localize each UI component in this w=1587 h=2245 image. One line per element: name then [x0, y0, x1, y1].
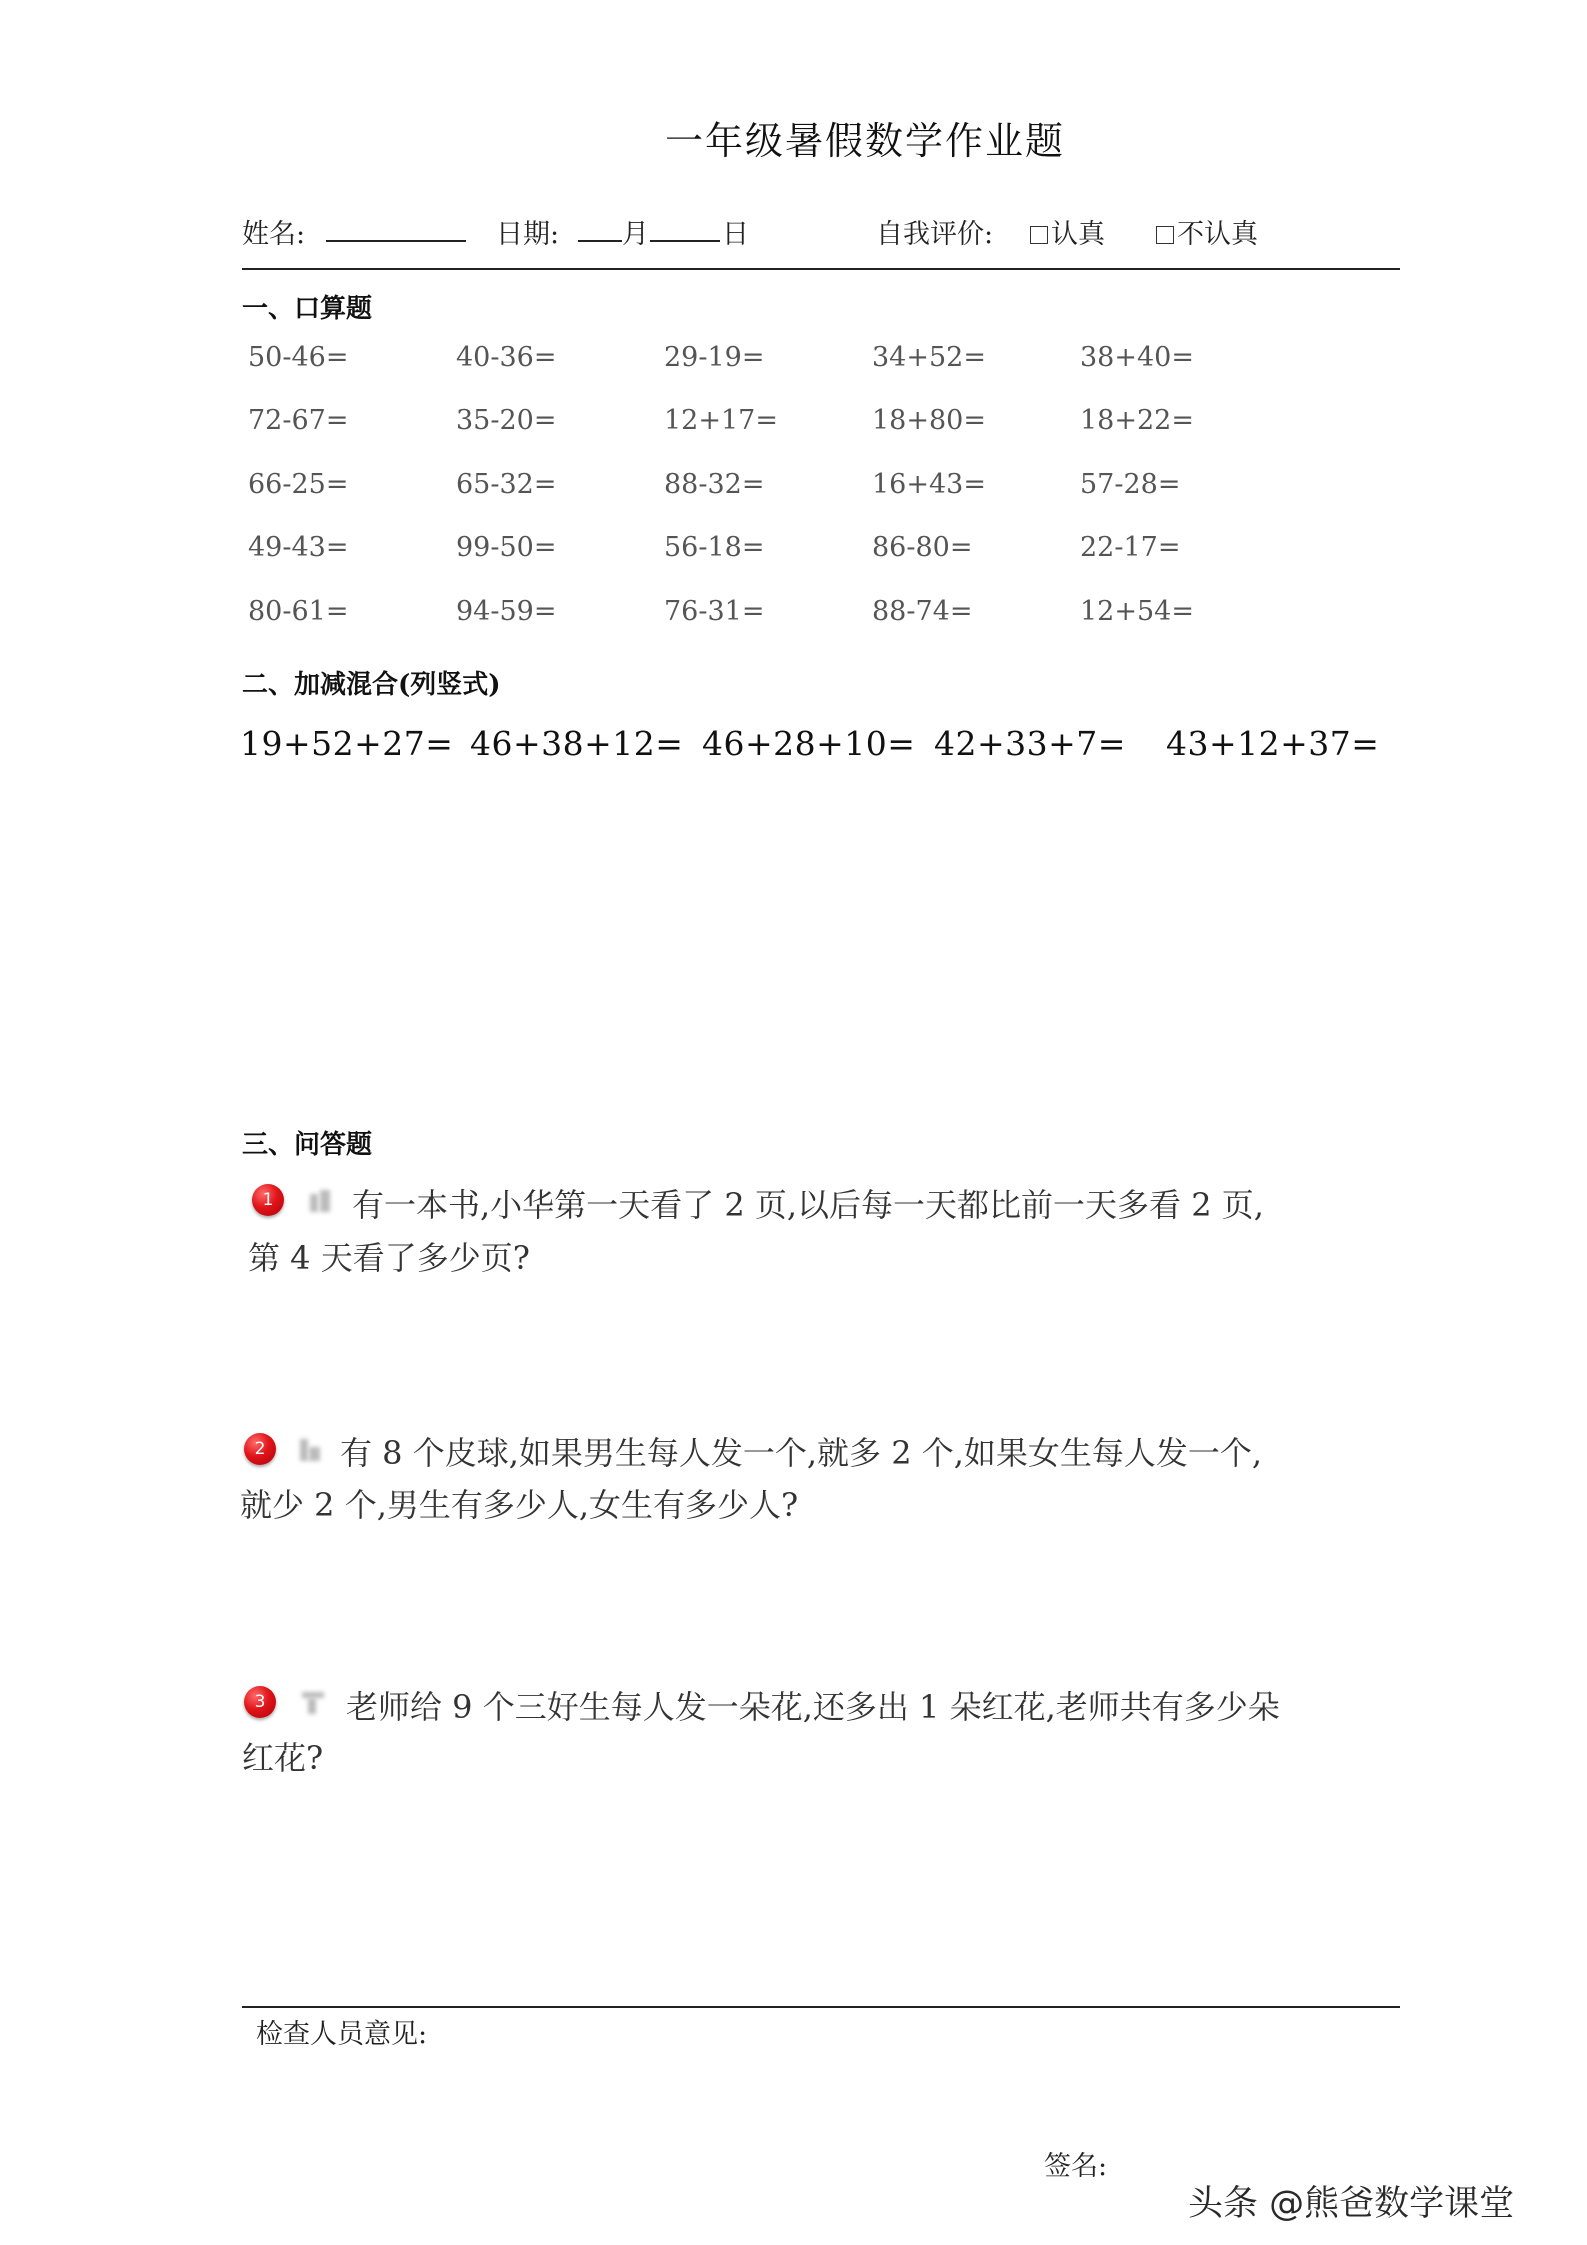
date-label: 日期: [496, 219, 560, 250]
calc-item: 72-67= [248, 405, 349, 436]
question-text-line: 第 4 天看了多少页? [248, 1239, 530, 1277]
question-number-badge: 2 [244, 1433, 276, 1465]
name-label: 姓名: [242, 219, 306, 250]
mixed-calc-item: 42+33+7= [934, 724, 1126, 763]
blurred-number-icon [306, 1186, 334, 1216]
calc-item: 18+80= [872, 405, 986, 436]
section-1-title: 一、口算题 [242, 294, 373, 324]
self-eval-label: 自我评价: [876, 219, 994, 250]
calc-item: 16+43= [872, 469, 986, 500]
calc-item: 88-74= [872, 596, 973, 627]
signature-label: 签名: [1044, 2151, 1108, 2182]
question-text-line: 老师给 9 个三好生每人发一朵花,还多出 1 朵红花,老师共有多少朵 [346, 1688, 1280, 1726]
calc-item: 56-18= [664, 532, 765, 563]
inspector-comment-label: 检查人员意见: [256, 2019, 428, 2050]
calc-item: 29-19= [664, 342, 765, 373]
calc-item: 18+22= [1080, 405, 1194, 436]
question-text-line: 红花? [242, 1739, 324, 1777]
option-serious-label: 认真 [1051, 219, 1105, 250]
checkbox-not-serious[interactable] [1156, 226, 1174, 244]
calc-item: 12+17= [664, 405, 778, 436]
name-field-line[interactable] [326, 240, 466, 242]
month-label: 月 [622, 219, 649, 250]
question-text-line: 就少 2 个,男生有多少人,女生有多少人? [240, 1486, 799, 1524]
mixed-calc-item: 46+38+12= [470, 724, 684, 763]
calc-item: 38+40= [1080, 342, 1194, 373]
calc-item: 50-46= [248, 342, 349, 373]
calc-item: 34+52= [872, 342, 986, 373]
calc-item: 40-36= [456, 342, 557, 373]
question-number-badge: 1 [252, 1184, 284, 1216]
calc-item: 94-59= [456, 596, 557, 627]
question-text-line: 有一本书,小华第一天看了 2 页,以后每一天都比前一天多看 2 页, [352, 1186, 1264, 1224]
calc-item: 99-50= [456, 532, 557, 563]
calc-item: 65-32= [456, 469, 557, 500]
calc-item: 80-61= [248, 596, 349, 627]
page-title: 一年级暑假数学作业题 [664, 119, 1065, 163]
mixed-calc-item: 46+28+10= [702, 724, 916, 763]
option-not-serious-label: 不认真 [1177, 219, 1258, 250]
blurred-number-icon [300, 1688, 328, 1718]
question-number-badge: 3 [244, 1686, 276, 1718]
calc-item: 76-31= [664, 596, 765, 627]
checkbox-serious[interactable] [1030, 226, 1048, 244]
calc-item: 57-28= [1080, 469, 1181, 500]
header-divider [242, 268, 1400, 270]
calc-item: 12+54= [1080, 596, 1194, 627]
blurred-number-icon [296, 1435, 324, 1465]
day-field-line[interactable] [650, 240, 720, 242]
day-label: 日 [722, 219, 749, 250]
calc-item: 22-17= [1080, 532, 1181, 563]
footer-divider [242, 2006, 1400, 2008]
calc-item: 49-43= [248, 532, 349, 563]
section-2-title: 二、加减混合(列竖式) [242, 670, 501, 700]
watermark: 头条 @熊爸数学课堂 [1188, 2184, 1515, 2224]
calc-item: 86-80= [872, 532, 973, 563]
calc-item: 66-25= [248, 469, 349, 500]
mixed-calc-item: 43+12+37= [1166, 724, 1380, 763]
question-text-line: 有 8 个皮球,如果男生每人发一个,就多 2 个,如果女生每人发一个, [340, 1434, 1263, 1472]
calc-item: 35-20= [456, 405, 557, 436]
mixed-calc-item: 19+52+27= [240, 724, 454, 763]
option-not-serious[interactable] [1156, 212, 1258, 251]
month-field-line[interactable] [578, 240, 622, 242]
section-3-title: 三、问答题 [242, 1130, 373, 1160]
option-serious[interactable] [1030, 212, 1105, 251]
calc-item: 88-32= [664, 469, 765, 500]
